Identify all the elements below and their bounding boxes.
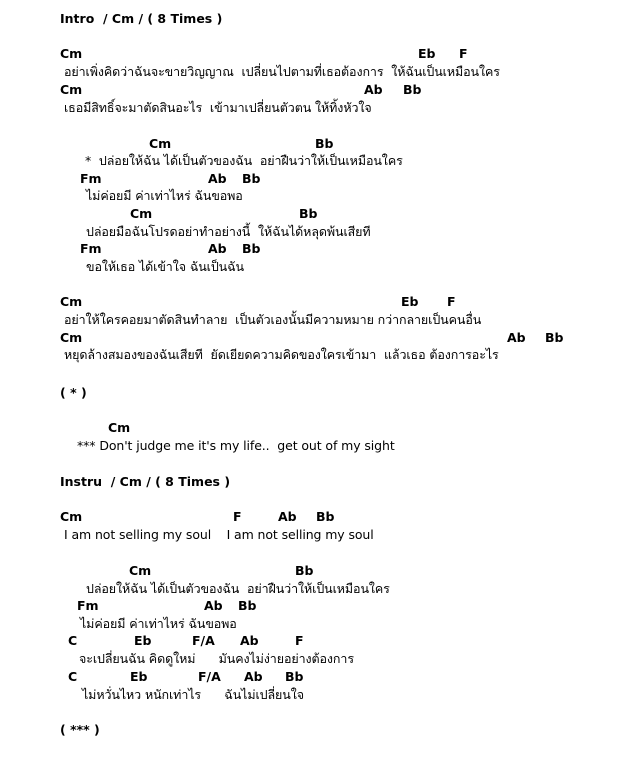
chord: Ab [240, 633, 259, 648]
instrumental-header: Instru / Cm / ( 8 Times ) [60, 474, 231, 489]
bridge-reference: ( *** ) [60, 722, 100, 737]
chord: F/A [198, 669, 221, 684]
chord: Bb [295, 563, 314, 578]
chord: F [447, 294, 456, 309]
chord: Ab [364, 82, 383, 97]
chord-line [0, 136, 620, 152]
lyric-line: ไม่ค่อยมี ค่าเท่าไหร่ ฉันขอพอ [86, 188, 243, 203]
chord: Bb [315, 136, 334, 151]
chord: Ab [204, 598, 223, 613]
chord: Fm [80, 241, 102, 256]
chord-line [0, 633, 620, 649]
chord-line [0, 46, 620, 62]
lyric-line: ไม่หวั่นไหว หนักเท่าไร ฉันไม่เปลี่ยนใจ [82, 687, 304, 702]
lyric-line: หยุดล้างสมองของฉันเสียที ยัดเยียดความคิดของใครเข้ามา แล้วเธอ ต้องการอะไร [64, 347, 499, 362]
chord: Cm [60, 330, 83, 345]
chord: Eb [418, 46, 436, 61]
chord-line [0, 509, 620, 525]
chord: Ab [244, 669, 263, 684]
lyric-line: อย่าให้ใครคอยมาตัดสินทำลาย เป็นตัวเองนั้นมีความหมาย กว่ากลายเป็นคนอื่น [64, 312, 482, 327]
chord-line [0, 206, 620, 222]
lyric-line: ปล่อยให้ฉัน ได้เป็นตัวของฉัน อย่าฝืนว่าให้เป็นเหมือนใคร [86, 581, 390, 596]
lyric-line: I am not selling my soul I am not selling my soul [64, 527, 374, 542]
chord-line [0, 241, 620, 257]
chord: Cm [60, 46, 83, 61]
chord: Fm [77, 598, 99, 613]
chord: Ab [507, 330, 526, 345]
chord: Cm [129, 563, 152, 578]
chorus-reference: ( * ) [60, 385, 87, 400]
lyric-line: จะเปลี่ยนฉัน คิดดูใหม่ มันคงไม่ง่ายอย่างต้องการ [79, 651, 354, 666]
chord: Bb [238, 598, 257, 613]
chord: Cm [60, 82, 83, 97]
chord-line [0, 598, 620, 614]
chord: Cm [108, 420, 131, 435]
chord: F [233, 509, 242, 524]
chord: C [68, 669, 78, 684]
chord-line [0, 294, 620, 310]
chord: F [459, 46, 468, 61]
chord: Bb [545, 330, 564, 345]
intro-header: Intro / Cm / ( 8 Times ) [60, 11, 223, 26]
lyric-line: เธอมีสิทธิ์จะมาตัดสินอะไร เข้ามาเปลี่ยนตัวตน ให้ทิ้งหัวใจ [64, 100, 372, 115]
lyric-line: ปล่อยมือฉันโปรดอย่าทำอย่างนี้ ให้ฉันได้หลุดพ้นเสียที [86, 224, 371, 239]
chord-line [0, 171, 620, 187]
chord: Bb [316, 509, 335, 524]
chord: Cm [149, 136, 172, 151]
chord: Ab [208, 241, 227, 256]
chord: F/A [192, 633, 215, 648]
lyric-line: ไม่ค่อยมี ค่าเท่าไหร่ ฉันขอพอ [80, 616, 237, 631]
chord: Bb [285, 669, 304, 684]
lyric-line: *** Don't judge me it's my life.. get out of my sight [77, 438, 395, 453]
lyric-line: อย่าเพิ่งคิดว่าฉันจะขายวิญญาณ เปลี่ยนไปตามที่เธอต้องการ ให้ฉันเป็นเหมือนใคร [64, 64, 500, 79]
chord-line [0, 669, 620, 685]
chord: Eb [401, 294, 419, 309]
chord: Ab [278, 509, 297, 524]
chord: Eb [130, 669, 148, 684]
chord: Ab [208, 171, 227, 186]
chord: Bb [242, 241, 261, 256]
chord: Bb [242, 171, 261, 186]
chord: Cm [130, 206, 153, 221]
chord: Bb [299, 206, 318, 221]
chord: Cm [60, 509, 83, 524]
chord: Fm [80, 171, 102, 186]
chord-line [0, 420, 620, 436]
chord: F [295, 633, 304, 648]
chord: C [68, 633, 78, 648]
lyric-line: * ปล่อยให้ฉัน ได้เป็นตัวของฉัน อย่าฝืนว่าให้เป็นเหมือนใคร [85, 153, 403, 168]
chord: Cm [60, 294, 83, 309]
lyric-line: ขอให้เธอ ได้เข้าใจ ฉันเป็นฉัน [86, 259, 244, 274]
chord-line [0, 82, 620, 98]
chord-line [0, 563, 620, 579]
chord: Eb [134, 633, 152, 648]
chord: Bb [403, 82, 422, 97]
chord-line [0, 330, 620, 346]
